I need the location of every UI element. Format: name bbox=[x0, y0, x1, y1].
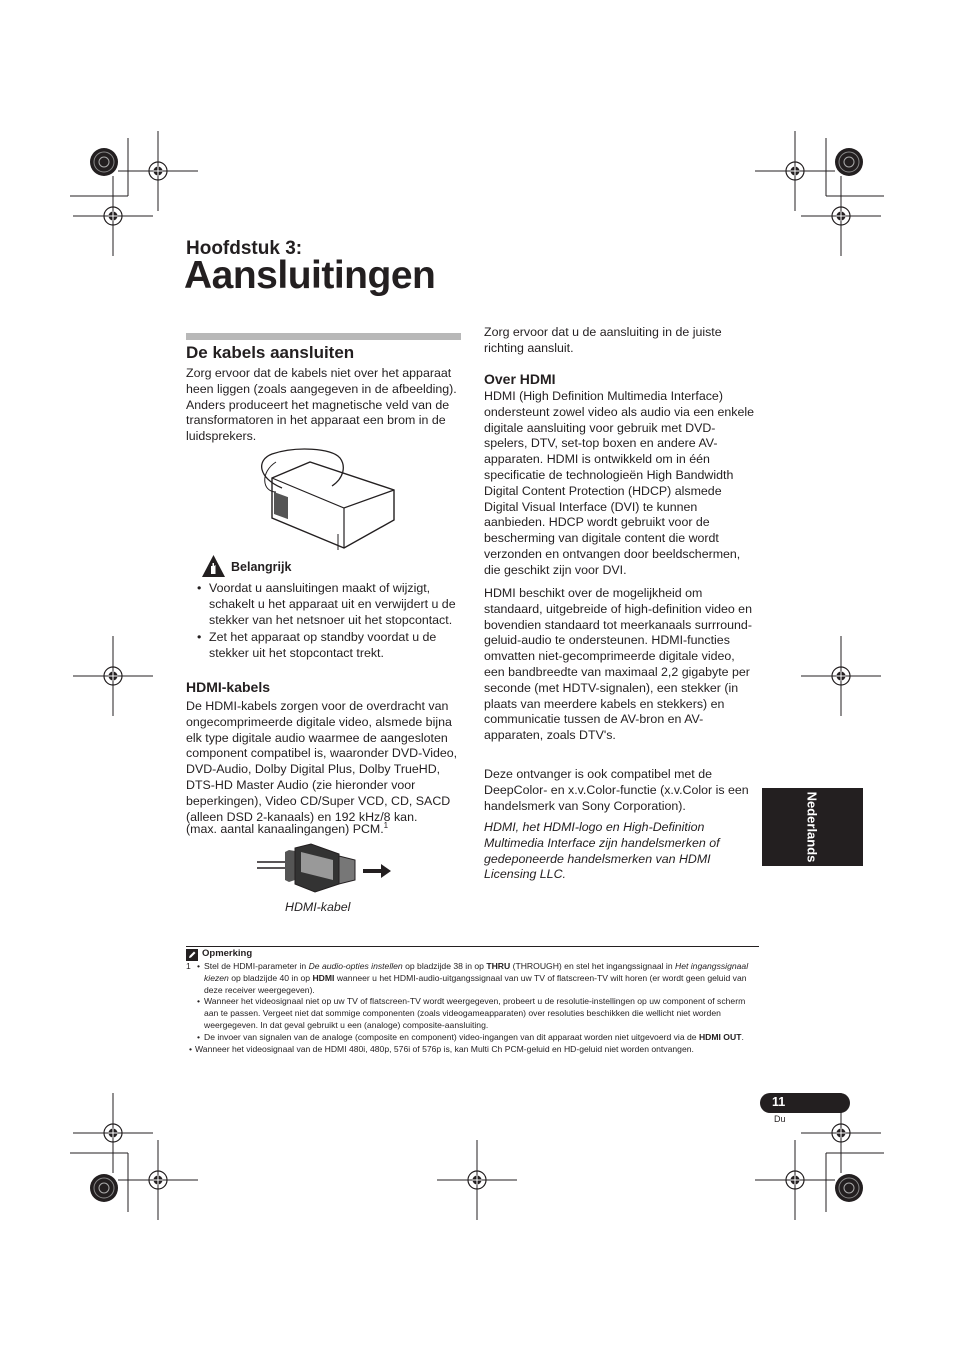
warning-hand-icon bbox=[201, 554, 226, 578]
note-text: . bbox=[741, 1031, 744, 1042]
section-title: De kabels aansluiten bbox=[186, 343, 355, 362]
important-label: Belangrijk bbox=[231, 560, 292, 574]
note-bold: HDMI bbox=[312, 972, 335, 983]
orientation-note: Zorg ervoor dat u de aansluiting in de juiste richting aansluit. bbox=[484, 325, 722, 355]
crop-mark-bl bbox=[70, 1093, 198, 1220]
note-bullet-3: • De invoer van signalen van de analoge (composite en component) video-ingangen van dit apparaat worden niet uitgevoerd via de HDMI OUT. bbox=[197, 1031, 744, 1042]
list-item: • Voordat u aansluitingen maakt of wijzigt, schakelt u het apparaat uit en verwijdert u de stekker van het netsnoer uit het stopcontact. bbox=[187, 581, 461, 628]
note-label: Opmerking bbox=[202, 948, 253, 959]
note-text: De invoer van signalen van de analoge (composite en component) video-ingangen van dit apparaat worden niet uitgevoerd via de bbox=[204, 1031, 699, 1042]
hdmi-cable-illustration bbox=[255, 838, 395, 894]
over-hdmi-paragraph-1: HDMI (High Definition Multimedia Interface) ondersteunt zowel video als audio via een enkele digitale aansluiting voor gebruik met DVD-spelers, DTV, set-top boxen en andere AV-apparaten. HDMI is ontwikkeld om in één specificatie de technologieën High Bandwidth Digital Content Protection (HDCP) alsmede Digital Visual Interface (DVI) te kunnen aanbieden. HDCP wordt gebruikt voor de bescherming van digitale content die wordt verzonden en ontvangen door beeldschermen, die geschikt zijn voor DVI. bbox=[484, 389, 755, 577]
chapter-label: Hoofdstuk 3: bbox=[186, 238, 303, 259]
hdmi-cables-paragraph-end bbox=[186, 818, 462, 838]
trademark-paragraph: HDMI, het HDMI-logo en High-Definition Multimedia Interface zijn handelsmerken of gedeponeerde handelsmerken van HDMI Licensing LLC. bbox=[484, 820, 720, 882]
note-text: op bladzijde 40 in op bbox=[228, 972, 313, 983]
page-title: Aansluitingen bbox=[184, 254, 436, 297]
note-bullet-2: • Wanneer het videosignaal niet op uw TV of flatscreen-TV wordt weergegeven, probeert u de resolutie-instellingen op uw component of scherm aan te passen. Vergeet niet dat sommige componenten (zoals videogameapparaten) over resoluties beschikken die wellicht niet worden weergegeven. In dat geval gebruikt u een (analoge) composite-aansluiting. bbox=[197, 996, 746, 1030]
note-body bbox=[186, 961, 758, 1055]
list-item: • Zet het apparaat op standby voordat u de stekker uit het stopcontact trekt. bbox=[187, 630, 461, 662]
note-link-ref: De audio-opties instellen bbox=[308, 961, 403, 971]
intro-paragraph: Zorg ervoor dat de kabels niet over het apparaat heen liggen (zoals aangegeven in de afbeelding). Anders produceert het magnetische veld van de transformatoren in het apparaat een brom in de luidsprekers. bbox=[186, 366, 457, 444]
note-text: Stel de HDMI-parameter in bbox=[204, 961, 309, 971]
note-pencil-icon bbox=[186, 949, 198, 961]
over-hdmi-heading: Over HDMI bbox=[484, 371, 556, 387]
hdmi-cable-caption: HDMI-kabel bbox=[285, 900, 351, 914]
note-text: (THROUGH) en stel het ingangssignaal in bbox=[510, 961, 676, 971]
hdmi-cables-text-end: (max. aantal kanaalingangen) PCM. bbox=[186, 822, 384, 837]
note-text: Wanneer het videosignaal niet op uw TV of flatscreen-TV wordt weergegeven, probeert u de resolutie-instellingen op uw component of scherm aan te passen. Vergeet niet dat sommige componenten (zoals videogameapparaten) over resoluties beschikken die wellicht niet worden weergegeven. In dat geval gebruikt u een (analoge) composite-aansluiting. bbox=[204, 996, 746, 1030]
note-bold: THRU bbox=[486, 961, 511, 971]
note-text: Wanneer het videosignaal van de HDMI 480i, 480p, 576i of 576p is, kan Multi Ch PCM-geluid en HD-geluid niet worden ontvangen. bbox=[195, 1043, 694, 1054]
language-code: Du bbox=[774, 1114, 786, 1124]
over-hdmi-paragraph-3: Deze ontvanger is ook compatibel met de DeepColor- en x.v.Color-functie (x.v.Color is een handelsmerk van Sony Corporation). bbox=[484, 767, 749, 813]
footnote-ref: 1 bbox=[383, 821, 389, 830]
note-text: op bladzijde 38 in op bbox=[402, 961, 487, 971]
note-bullet-1: • Stel de HDMI-parameter in De audio-opties instellen op bladzijde 38 in op THRU (THROUGH) en stel het ingangssignaal in Het ingangssignaal kiezen op bladzijde 40 in op HDMI wanneer u het HDMI-audio-uitgangssignaal van uw TV of flatscreen-TV wilt horen (er wordt geen geluid van deze receiver weergegeven). bbox=[197, 961, 749, 995]
note-link-ref: Het ingangssignaal kiezen bbox=[204, 961, 749, 983]
section-bar bbox=[186, 333, 461, 340]
receiver-illustration bbox=[252, 448, 400, 553]
crop-mark-tr bbox=[755, 131, 884, 256]
hdmi-cables-paragraph: De HDMI-kabels zorgen voor de overdracht van ongecomprimeerde digitale video, alsmede bijna elk type digitale audio waarmee de aangesloten component compatibel is, waaronder DVD-Video, DVD-Audio, Dolby Digital Plus, Dolby TrueHD, DTS-HD Master Audio (zie hieronder voor beperkingen), Video CD/Super VCD, CD, SACD (alleen DSD 2-kanaals) en 192 kHz/8 kan. bbox=[186, 699, 458, 824]
language-tab bbox=[762, 788, 863, 866]
page-number: 11 bbox=[772, 1095, 786, 1109]
hdmi-cables-heading: HDMI-kabels bbox=[186, 679, 271, 695]
note-text: wanneer u het HDMI-audio-uitgangssignaal van uw TV of flatscreen-TV wilt horen (er wordt geen geluid van deze receiver weergegeven). bbox=[204, 972, 747, 995]
important-list bbox=[187, 581, 461, 664]
note-bold: HDMI OUT bbox=[698, 1031, 742, 1042]
page-number-badge bbox=[760, 1093, 850, 1113]
note-number: 1 bbox=[186, 961, 191, 971]
language-tab-label: Nederlands bbox=[804, 791, 820, 863]
note-bullet-4: • Wanneer het videosignaal van de HDMI 480i, 480p, 576i of 576p is, kan Multi Ch PCM-geluid en HD-geluid niet worden ontvangen. bbox=[189, 1043, 694, 1054]
crop-mark-tl bbox=[70, 131, 198, 256]
note-divider bbox=[186, 946, 759, 947]
note-item-1 bbox=[186, 961, 758, 1044]
over-hdmi-paragraph-2: HDMI beschikt over de mogelijkheid om standaard, uitgebreide of high-definition video en bovendien standaard tot meerkanaals surrroundgeluid-audio te ondersteunen. HDMI-functies omvatten niet-gecomprimeerde digitale video, een bandbreedte van maximaal 2,2 gigabyte per seconde (met HDTV-signalen), een stekker (in plaats van meerdere kabels en stekkers) en communicatie tussen de AV-bron en AV-apparaten, zoals DTV's. bbox=[484, 586, 752, 743]
